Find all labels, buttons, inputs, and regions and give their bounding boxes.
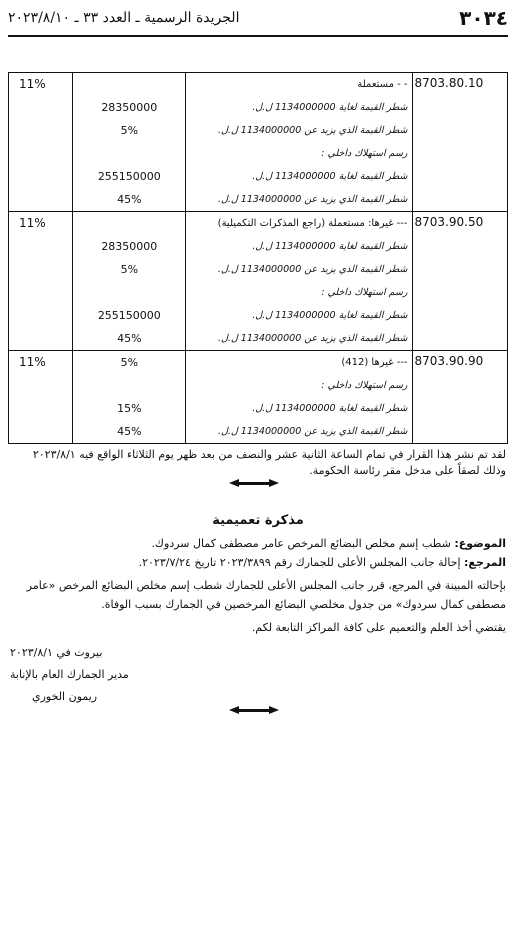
subject-label: الموضوع: [454,537,506,550]
page-number: ٣٠٣٤ [459,6,508,30]
description-cell [186,212,412,351]
rate-value: 11% [19,355,46,369]
tariff-row [9,73,508,212]
value-line [73,73,185,96]
value-line: 255150000 [97,309,161,322]
description-line: رسم استهلاك داخلي : [321,287,408,298]
value-line: 5% [120,124,139,137]
reference-text: إحالة جانب المجلس الأعلى للجمارك رقم ٢٠٢٣/٣٨٩٩ تاريخ ٢٠٢٣/٧/٢٤. [138,556,461,569]
description-line: شطر القيمة الذي يزيد عن 1134000000 ل.ل. [217,125,408,136]
description-line: شطر القيمة لغاية 1134000000 ل.ل. [252,171,408,182]
description-line: - - مستعملة [357,79,408,90]
description-cell [186,73,412,212]
description-line: شطر القيمة لغاية 1134000000 ل.ل. [252,102,408,113]
memo-body: بإحالته المبينة في المرجع، قرر جانب المجلس الأعلى للجمارك شطب إسم مخلص البضائع المرخص «عامر مصطفى كمال سردوك» من جدول مخلصي البضائع المرخصين في الجمارك بسبب الوفاة. [26,579,506,611]
signer-title: مدير الجمارك العام بالإنابة [10,668,129,681]
tariff-code: 8703.90.90 [414,354,484,368]
values-cell [73,212,186,351]
tariff-code: 8703.90.50 [414,215,484,229]
values-cell [73,73,186,212]
memo-title: مذكرة تعميمية [212,513,304,528]
value-line: 15% [117,402,142,415]
value-line [73,212,185,235]
tariff-row [9,212,508,351]
publication-note: لقد تم نشر هذا القرار في تمام الساعة الثانية عشر والنصف من بعد ظهر يوم الثلاثاء الواقع فيه ٢٠٢٣/٨/١ وذلك لصقاً على مدخل مقر رئاسة الحكومة. [32,448,506,477]
value-line: 28350000 [101,101,158,114]
value-line: 255150000 [97,170,161,183]
description-line: شطر القيمة لغاية 1134000000 ل.ل. [252,310,408,321]
description-line: رسم استهلاك داخلي : [321,380,408,391]
value-line: 45% [117,193,142,206]
rate-value: 11% [19,77,46,91]
page-header [8,6,508,34]
tariff-code-cell [412,351,507,444]
value-line [73,142,185,165]
tariff-code-cell [412,212,507,351]
description-cell [186,351,412,444]
memo-subject [10,536,506,552]
value-line: 5% [120,263,139,276]
tariff-table [8,72,508,444]
rate-cell [9,212,73,351]
memo-instruction: يقتضي أخذ العلم والتعميم على كافة المراكز التابعة لكم. [251,621,506,634]
header-rule [8,35,508,37]
tariff-code-cell [412,73,507,212]
value-line: 28350000 [101,240,158,253]
tariff-row [9,351,508,444]
signer-name: ريمون الخوري [32,690,98,703]
value-line: 5% [120,356,139,369]
values-cell [73,351,186,444]
reference-label: المرجع: [464,556,506,569]
description-line: شطر القيمة لغاية 1134000000 ل.ل. [252,241,408,252]
description-line: شطر القيمة لغاية 1134000000 ل.ل. [252,403,408,414]
value-line: 45% [117,425,142,438]
tariff-code: 8703.80.10 [414,76,484,90]
description-line: رسم استهلاك داخلي : [321,148,408,159]
description-line: --- غيرها (412) [341,357,408,368]
value-line [73,281,185,304]
description-line: شطر القيمة الذي يزيد عن 1134000000 ل.ل. [217,264,408,275]
value-line [73,374,185,397]
description-line: --- غيرها: مستعملة (راجع المذكرات التكميلية) [217,218,408,229]
end-separator [229,706,279,714]
gazette-issue-title: الجريدة الرسمية ـ العدد ٣٣ ـ ٢٠٢٣/٨/١٠ [8,10,240,26]
description-line: شطر القيمة الذي يزيد عن 1134000000 ل.ل. [217,426,408,437]
subject-text: شطب إسم مخلص البضائع المرخص عامر مصطفى كمال سردوك. [151,537,451,550]
place-date: بيروت في ٢٠٢٣/٨/١ [10,646,103,659]
rate-cell [9,73,73,212]
value-line: 45% [117,332,142,345]
rate-value: 11% [19,216,46,230]
memo-reference [10,555,506,571]
description-line: شطر القيمة الذي يزيد عن 1134000000 ل.ل. [217,333,408,344]
section-separator [229,479,279,487]
description-line: شطر القيمة الذي يزيد عن 1134000000 ل.ل. [217,194,408,205]
rate-cell [9,351,73,444]
